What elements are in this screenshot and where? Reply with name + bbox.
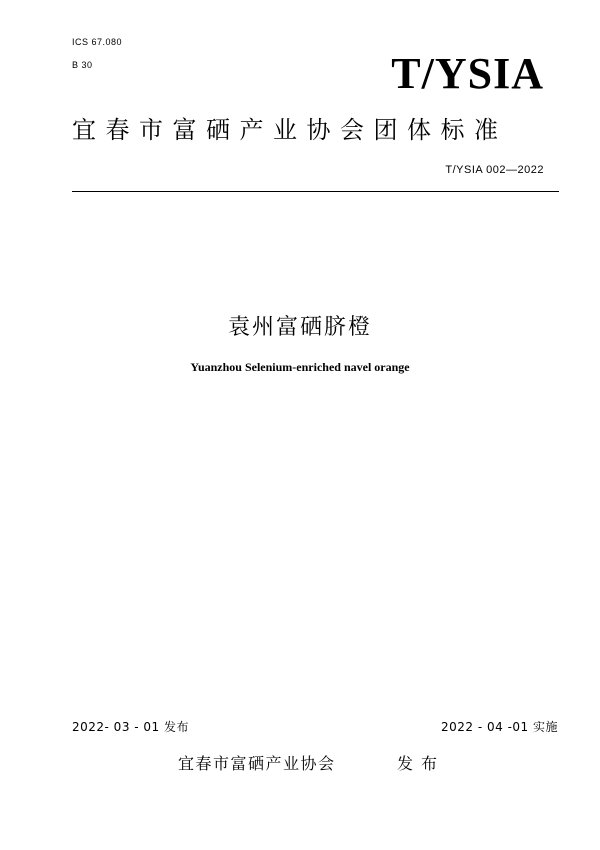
implementation-date: 2022 - 04 -01 实施 xyxy=(441,720,558,734)
publisher-name: 宜春市富硒产业协会 xyxy=(178,754,336,773)
standard-logo: T/YSIA xyxy=(391,49,544,98)
document-title-chinese: 袁州富硒脐橙 xyxy=(227,315,372,340)
header-divider xyxy=(72,191,559,192)
ics-code: ICS 67.080 xyxy=(72,37,123,47)
document-title-english: Yuanzhou Selenium-enriched navel orange xyxy=(190,360,410,374)
standard-number: T/YSIA 002—2022 xyxy=(445,164,544,176)
organization-standard-heading: 宜春市富硒产业协会团体标准 xyxy=(72,116,508,144)
issue-date: 2022- 03 - 01 发布 xyxy=(72,720,189,734)
ccs-code: B 30 xyxy=(72,60,93,70)
publish-label: 发布 xyxy=(397,754,446,773)
